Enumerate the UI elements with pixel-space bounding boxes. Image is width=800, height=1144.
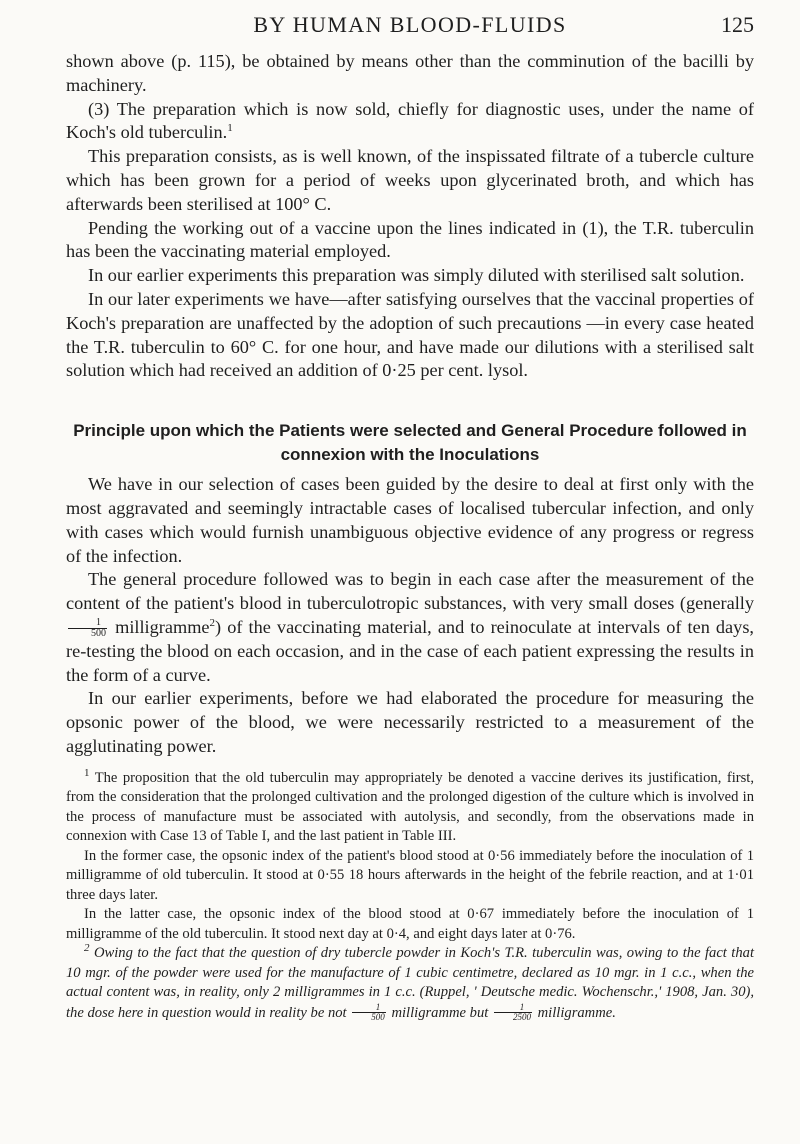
footnote-ref-2: 2	[209, 616, 216, 629]
procedure-text-a: The general procedure followed was to begin in each case after the measurement of the content of the patient's blood in tuberculotropic substances, with very small doses (generally	[66, 569, 754, 614]
page-number: 125	[721, 12, 754, 37]
paragraph-preparation: This preparation consists, as is well known, of the inspissated filtrate of a tubercle culture which has been grown for a period of weeks upon glycerinated broth, and which has afterwards been sterilised at 100° C.	[66, 146, 754, 214]
fraction-denominator: 500	[91, 627, 106, 639]
fraction-one-500-footnote	[352, 1003, 386, 1022]
fraction-numerator: 1	[494, 1003, 532, 1013]
paragraph-item-3	[66, 98, 754, 146]
section-heading-line-2: connexion with the Inoculations	[280, 445, 540, 465]
fraction-one-2500-footnote	[494, 1003, 532, 1022]
footnote-2-text-a: Owing to the fact that the question of dry tubercle powder in Koch's T.R. tuberculin was, owing to the fact that 10 mgr. of the powder were used for the manufacture of 1 cubic centimetre, declared as 10 mgr. in 1 c.c., when the actual content was, in reality, only 2 milligrammes in 1 c.c. (Ruppel, ' Deutsche medic. Wochenschr.,' 1908, Jan. 30), the dose here in question would in reality be not	[66, 945, 755, 1021]
running-head	[66, 12, 754, 42]
page-body	[66, 50, 754, 1023]
footnote-2-mark: 2	[84, 942, 90, 955]
section-heading	[66, 419, 754, 467]
fraction-denominator: 500	[371, 1011, 385, 1022]
paragraph-procedure	[66, 568, 754, 687]
paragraph-earlier-experiments: In our earlier experiments this preparation was simply diluted with sterilised salt solution.	[88, 265, 745, 286]
footnote-2	[66, 944, 754, 1023]
paragraph-agglutinating: In our earlier experiments, before we had elaborated the procedure for measuring the opsonic power of the blood, we were necessarily restricted to a measurement of the agglutinating power.	[66, 688, 754, 756]
footnote-1	[66, 766, 754, 847]
paragraph-selection: We have in our selection of cases been guided by the desire to deal at first only with the most aggravated and seemingly intractable cases of localised tubercular infection, and only with cases which would furnish unambiguous objective evidence of any progress or regress of the infection.	[66, 474, 754, 566]
footnote-1-text: The proposition that the old tuberculin may appropriately be denoted a vaccine derives its justification, first, from the consideration that the prolonged cultivation and the prolonged digestion of the culture which is involved in the process of manufacture must be associated with autolysis, and secondly, from the observations made in connexion with Case 13 of Table I, and the last patient in Table III.	[66, 769, 754, 845]
footnote-1-latter-case: In the latter case, the opsonic index of the blood stood at 0·67 immediately before the inoculation of 1 milligramme of the old tuberculin. It stood next day at 0·4, and eight days later at 0·76.	[66, 906, 754, 942]
footnote-2-text-b: milligramme but	[391, 1004, 489, 1021]
fraction-one-500	[68, 618, 107, 639]
running-title: BY HUMAN BLOOD-FLUIDS	[253, 12, 567, 37]
paragraph-item-3-text: (3) The preparation which is now sold, chiefly for diagnostic uses, under the name of Koch's old tuberculin.	[66, 98, 754, 143]
footnote-2-text-c: milligramme.	[537, 1004, 616, 1021]
paragraph-later-experiments: In our later experiments we have—after satisfying ourselves that the vaccinal properties of Koch's preparation are unaffected by the adoption of such precautions —in every case heated the T.R. tuberculin to 60° C. for one hour, and have made our dilutions with a sterilised salt solution which had received an addition of 0·25 per cent. lysol.	[66, 288, 754, 381]
footnote-ref-1: 1	[227, 122, 233, 135]
procedure-text-c: ) of the vaccinating material, and to reinoculate at intervals of ten days, re-testing the blood on each occasion, and in the case of each patient expressing the results in the form of a curve.	[66, 616, 755, 685]
section-heading-line-1: Principle upon which the Patients were selected and General Procedure followed in	[73, 421, 747, 441]
footnote-1-former-case: In the former case, the opsonic index of the patient's blood stood at 0·56 immediately before the inoculation of 1 milligramme of old tuberculin. It stood at 0·55 18 hours afterwards in the height of the febrile reaction, and at 1·01 three days later.	[66, 847, 754, 903]
paragraph-continued: shown above (p. 115), be obtained by means other than the comminution of the bacilli by machinery.	[66, 51, 754, 95]
paragraph-pending: Pending the working out of a vaccine upon the lines indicated in (1), the T.R. tuberculin has been the vaccinating material employed.	[66, 217, 754, 262]
procedure-text-b: milligramme	[115, 616, 210, 637]
fraction-numerator: 1	[68, 618, 107, 629]
footnotes	[66, 766, 755, 1024]
fraction-numerator: 1	[352, 1003, 386, 1013]
fraction-denominator: 2500	[512, 1011, 531, 1022]
footnote-1-mark: 1	[84, 766, 90, 779]
